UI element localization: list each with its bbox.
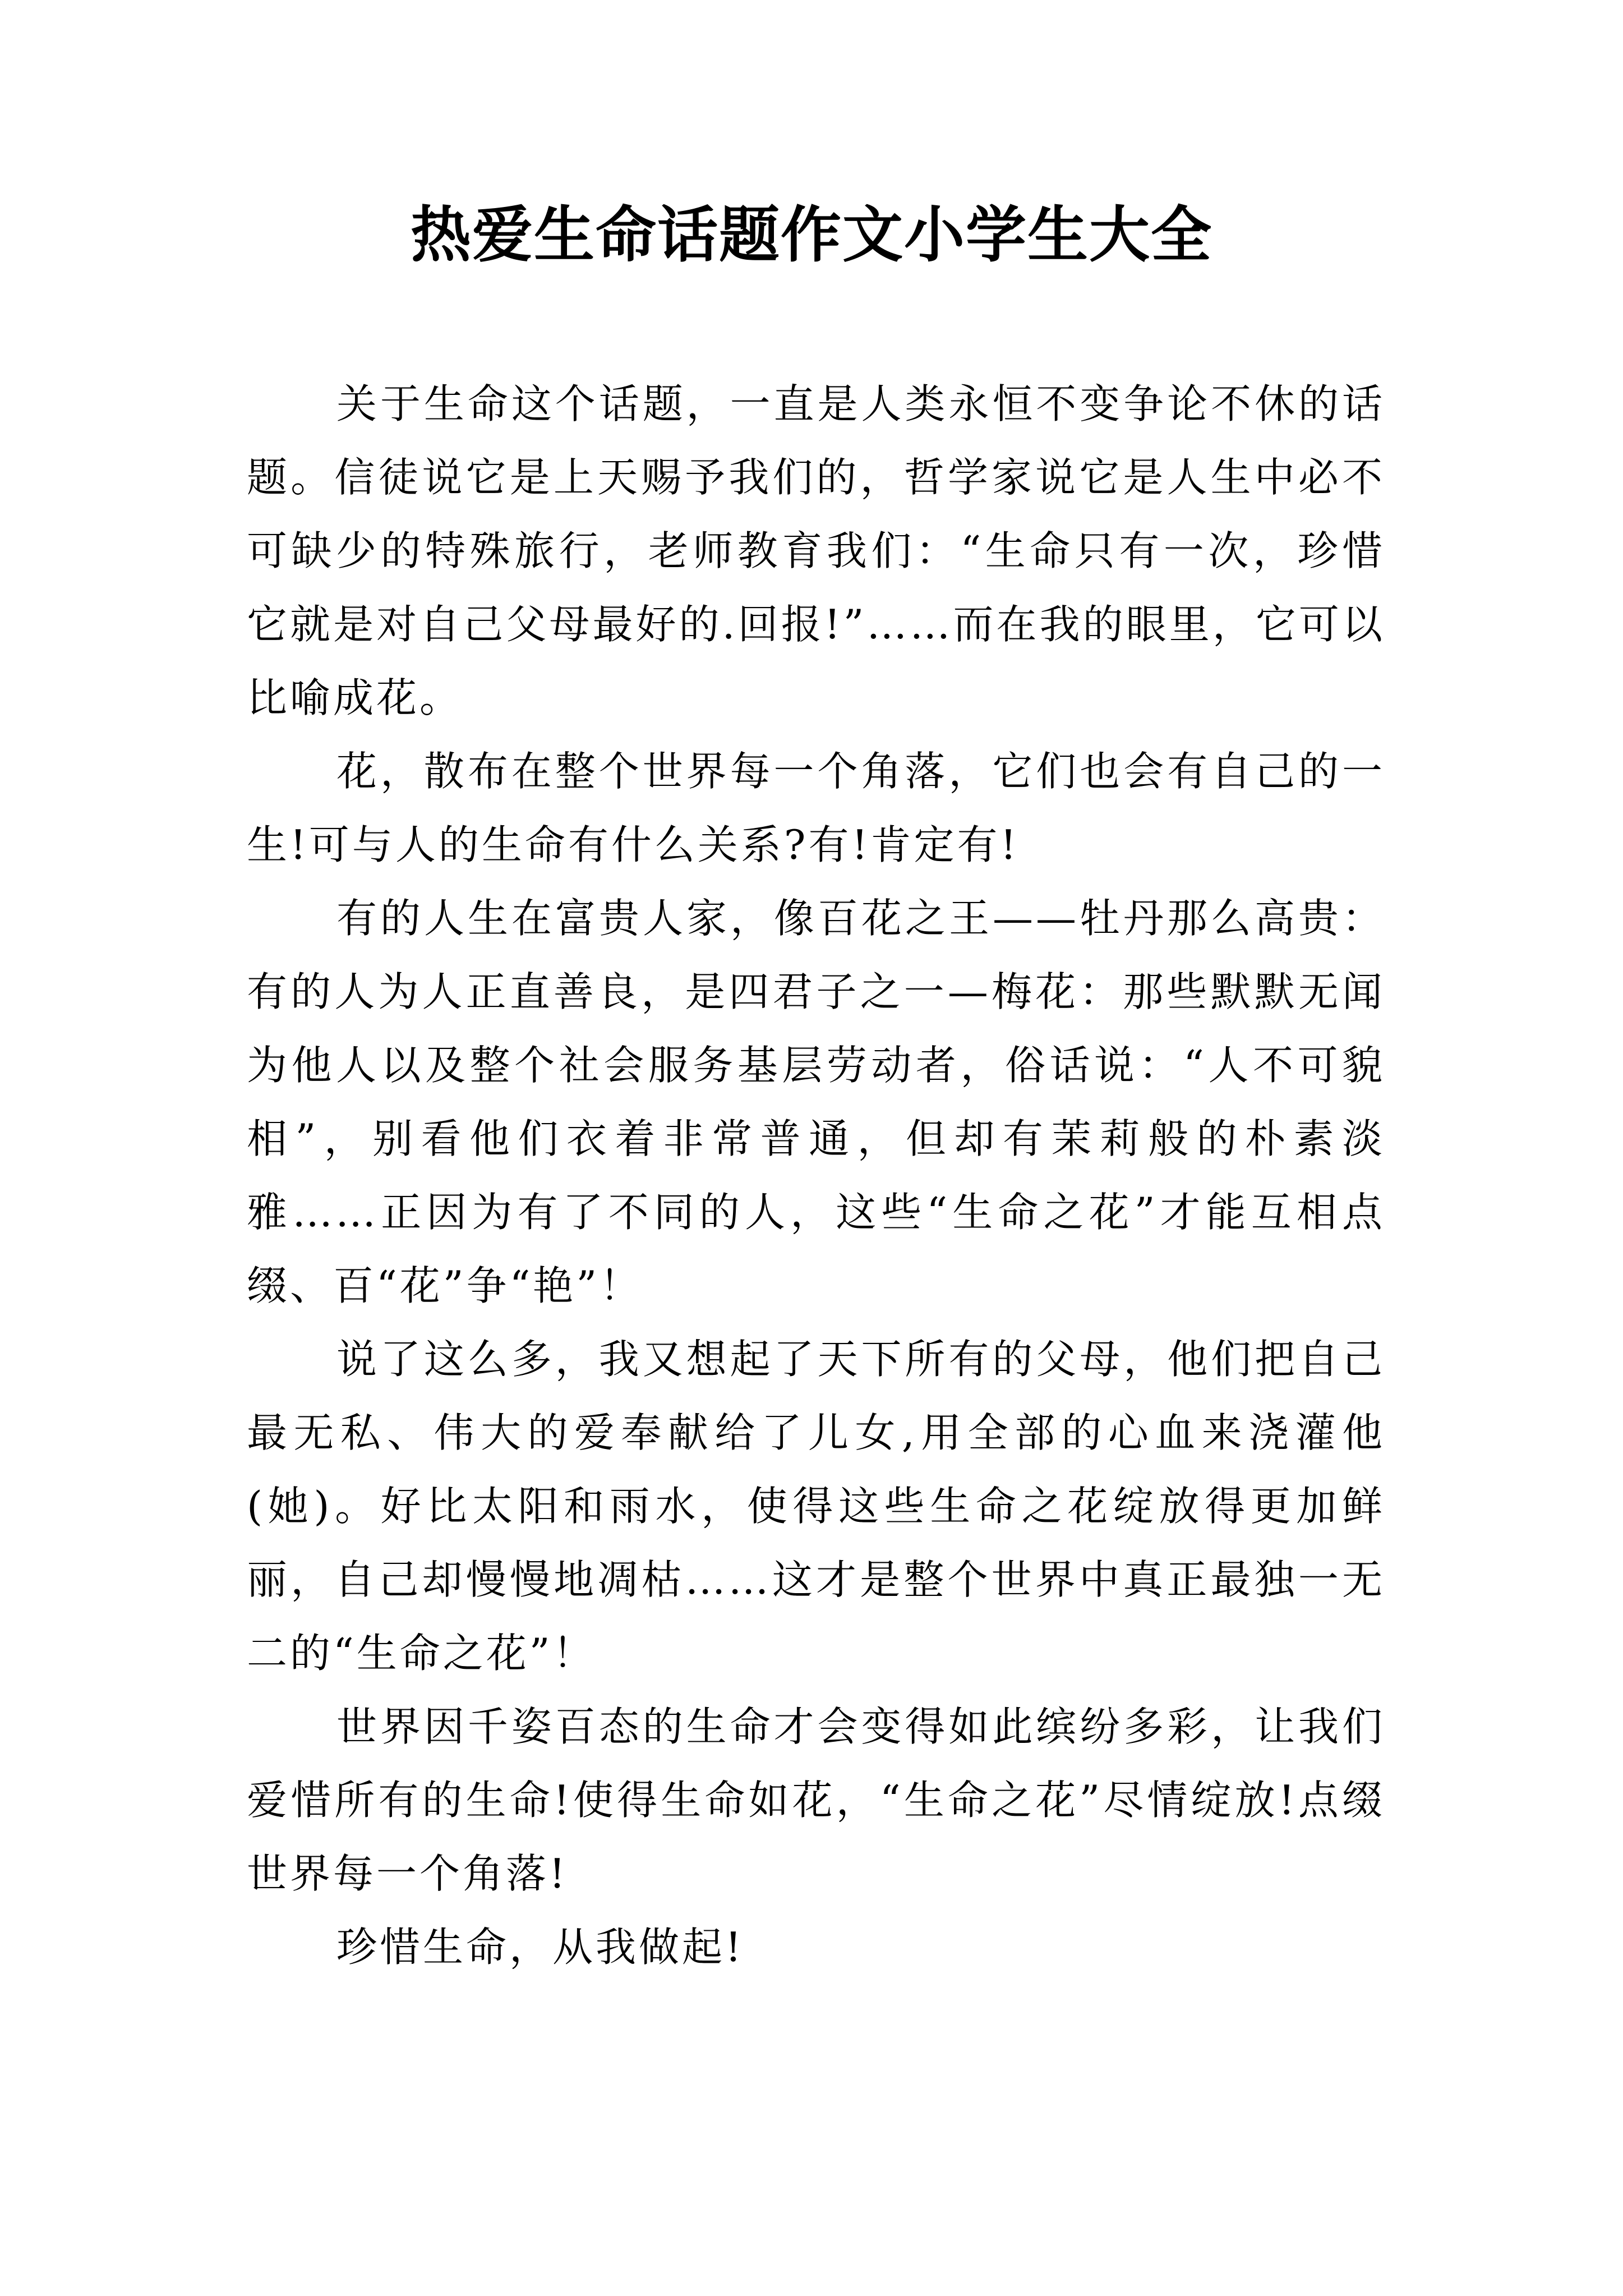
document-body: [247, 367, 1385, 1984]
paragraph-6: 珍惜生命，从我做起!: [336, 1924, 744, 1971]
paragraph-2: 花，散布在整个世界每一个角落，它们也会有自己的一生!可与人的生命有什么关系?有!肯定有!: [247, 748, 1385, 868]
paragraph-3: 有的人生在富贵人家，像百花之王——牡丹那么高贵：有的人为人正直善良，是四君子之一—梅花：那些默默无闻为他人以及整个社会服务基层劳动者，俗话说：“人不可貌相”，别看他们衣着非常普通，但却有茉莉般的朴素淡雅……正因为有了不同的人，这些“生命之花”才能互相点缀、百“花”争“艳”！: [247, 895, 1385, 1309]
paragraph-1: 关于生命这个话题，一直是人类永恒不变争论不休的话题。信徒说它是上天赐予我们的，哲学家说它是人生中必不可缺少的特殊旅行，老师教育我们：“生命只有一次，珍惜它就是对自己父母最好的.回报!”……而在我的眼里，它可以比喻成花。: [247, 380, 1385, 721]
document-title: 热爱生命话题作文小学生大全: [410, 200, 1212, 270]
paragraph-4: 说了这么多，我又想起了天下所有的父母，他们把自己最无私、伟大的爱奉献给了儿女,用全部的心血来浇灌他(她)。好比太阳和雨水，使得这些生命之花绽放得更加鲜丽，自己却慢慢地凋枯……这才是整个世界中真正最独一无二的“生命之花”！: [247, 1336, 1385, 1677]
paragraph-5: 世界因千姿百态的生命才会变得如此缤纷多彩，让我们爱惜所有的生命!使得生命如花，“生命之花”尽情绽放!点缀世界每一个角落!: [247, 1703, 1385, 1897]
